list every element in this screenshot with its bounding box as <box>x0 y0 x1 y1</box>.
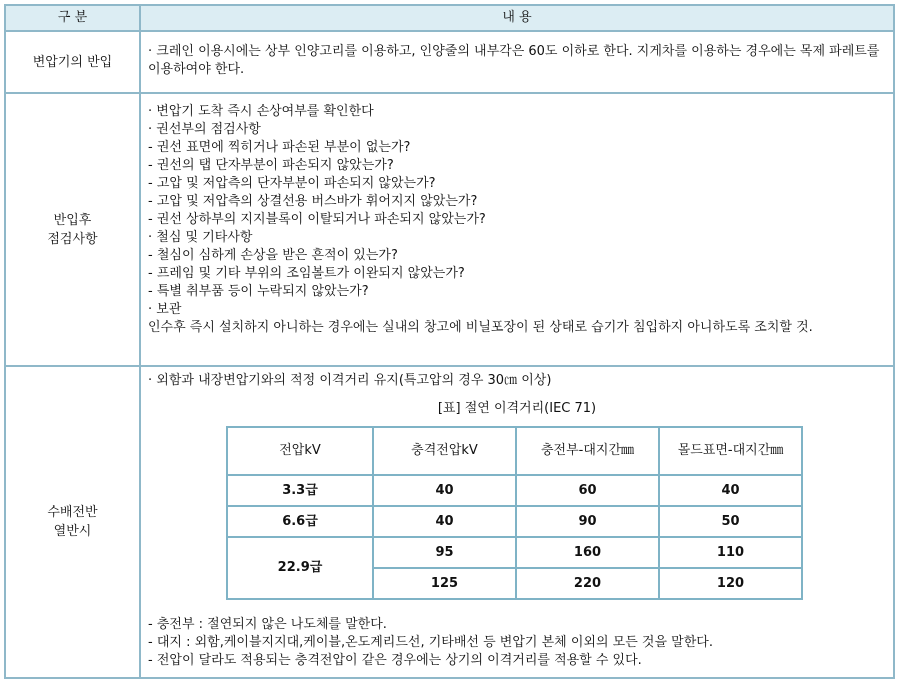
table-cell: 3.3급 <box>227 475 373 506</box>
intro-line: · 외함과 내장변압기와의 적정 이격거리 유지(특고압의 경우 30㎝ 이상) <box>148 373 552 388</box>
note-line: - 전압이 달라도 적용되는 충격전압이 같은 경우에는 상기의 이격거리를 적용할 수 있다. <box>148 653 642 668</box>
table-cell: 95 <box>373 537 516 568</box>
label-line: 반입후 <box>53 212 92 228</box>
note-line: - 충전부 : 절연되지 않은 나도체를 말한다. <box>148 617 387 632</box>
table-cell: 160 <box>516 537 659 568</box>
text-line: - 프레임 및 기타 부위의 조임볼트가 이완되지 않았는가? <box>148 266 465 281</box>
row-label: 변압기의 반입 <box>5 31 140 93</box>
table-header-cell: 전압kV <box>227 427 373 475</box>
table-caption: [표] 절연 이격거리(IEC 71) <box>437 401 597 416</box>
table-cell: 110 <box>659 537 802 568</box>
table-cell: 22.9급 <box>227 537 373 599</box>
text-line: - 권선 상하부의 지지블록이 이탈되거나 파손되지 않았는가? <box>148 212 486 227</box>
text-line: · 보관 <box>148 302 182 317</box>
table-cell: 220 <box>516 568 659 599</box>
text-line: · 크레인 이용시에는 상부 인양고리를 이용하고, 인양줄의 내부각은 60도 이하로 한다. 지게차를 이용하는 경우에는 목제 파레트를 이용하여야 한다. <box>148 44 880 77</box>
notes <box>148 616 886 670</box>
text-line: - 권선의 탭 단자부분이 파손되지 않았는가? <box>148 158 394 173</box>
row-switchgear <box>5 366 894 678</box>
header-category: 구 분 <box>5 5 140 31</box>
table-cell: 40 <box>373 475 516 506</box>
label-line: 점검사항 <box>47 231 98 247</box>
table-header-cell: 몰드표면-대지간㎜ <box>659 427 802 475</box>
text-line: - 철심이 심하게 손상을 받은 흔적이 있는가? <box>148 248 398 263</box>
text-line: · 변압기 도착 즉시 손상여부를 확인한다 <box>148 104 374 119</box>
table-cell: 50 <box>659 506 802 537</box>
table-cell: 125 <box>373 568 516 599</box>
text-line: - 특별 취부품 등이 누락되지 않았는가? <box>148 284 369 299</box>
header-content: 내 용 <box>140 5 894 31</box>
text-line: · 철심 및 기타사항 <box>148 230 253 245</box>
label-line: 수배전반 <box>47 505 98 520</box>
note-line: - 대지 : 외함,케이블지지대,케이블,온도계리드선, 기타배선 등 변압기 본체 이외의 모든 것을 말한다. <box>148 635 713 650</box>
row-content <box>140 366 894 678</box>
row-content <box>140 31 894 93</box>
row-label <box>5 366 140 678</box>
table-header-cell: 충격전압kV <box>373 427 516 475</box>
table-cell: 90 <box>516 506 659 537</box>
table-cell: 40 <box>373 506 516 537</box>
table-row <box>227 506 802 537</box>
text-line: - 고압 및 저압측의 상결선용 버스바가 휘어지지 않았는가? <box>148 194 478 209</box>
label-line: 열반시 <box>53 524 92 539</box>
table-cell: 6.6급 <box>227 506 373 537</box>
table-header-cell: 충전부-대지간㎜ <box>516 427 659 475</box>
clearance-table <box>226 426 803 600</box>
text-line: 인수후 즉시 설치하지 아니하는 경우에는 실내의 창고에 비닐포장이 된 상태로 습기가 침입하지 아니하도록 조치할 것. <box>148 320 813 335</box>
table-cell: 40 <box>659 475 802 506</box>
text-line: - 권선 표면에 찍히거나 파손된 부분이 없는가? <box>148 140 411 155</box>
row-label <box>5 93 140 366</box>
text-line: - 고압 및 저압측의 단자부분이 파손되지 않았는가? <box>148 176 436 191</box>
header-row <box>5 5 894 31</box>
row-content <box>140 93 894 366</box>
table-header-row <box>227 427 802 475</box>
row-delivery <box>5 31 894 93</box>
table-row <box>227 475 802 506</box>
text-line: · 권선부의 점검사항 <box>148 122 261 137</box>
table-row <box>227 537 802 568</box>
row-inspection <box>5 93 894 366</box>
table-cell: 60 <box>516 475 659 506</box>
table-cell: 120 <box>659 568 802 599</box>
main-table <box>4 4 895 679</box>
